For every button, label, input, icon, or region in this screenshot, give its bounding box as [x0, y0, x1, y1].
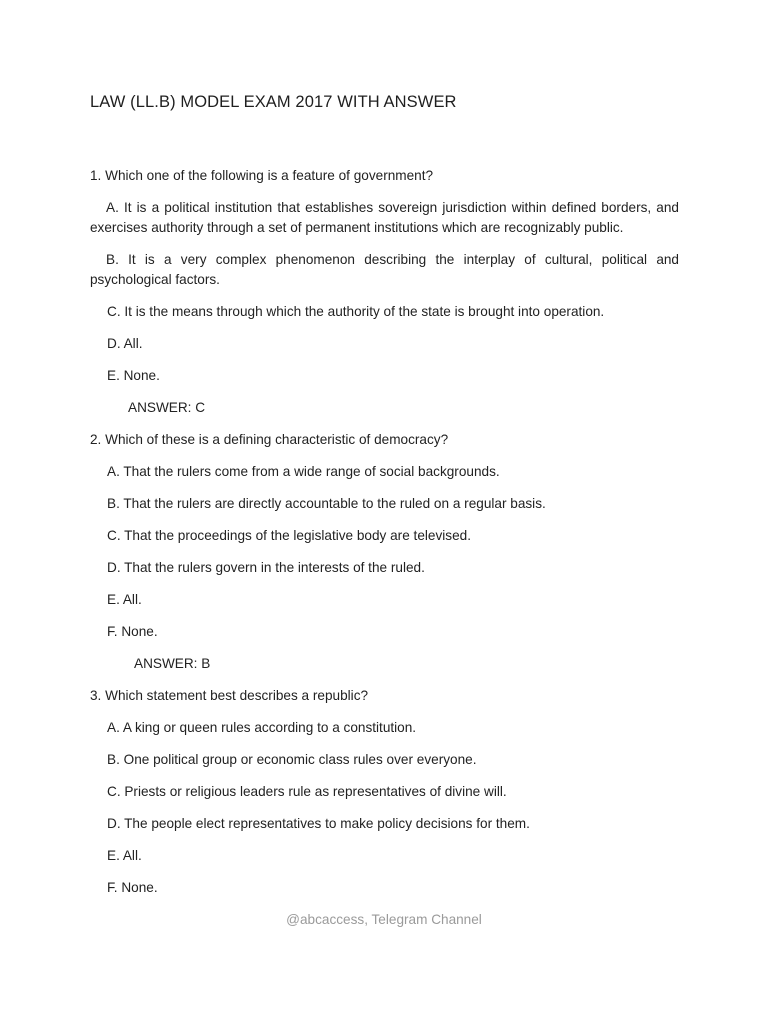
footer-credit: @abcaccess, Telegram Channel — [286, 912, 482, 927]
question-3-option-f: F. None. — [107, 880, 158, 895]
question-1-option-b — [90, 250, 679, 290]
question-1-option-a-text: A. It is a political institution that establishes sovereign jurisdiction within defined borders, and exercises authority through a set of permanent institutions which are recognizably public. — [90, 200, 679, 235]
question-2-option-d: D. That the rulers govern in the interests of the ruled. — [107, 560, 425, 575]
question-1-option-a — [90, 198, 679, 238]
document-title: LAW (LL.B) MODEL EXAM 2017 WITH ANSWER — [90, 93, 457, 111]
question-2-option-c: C. That the proceedings of the legislative body are televised. — [107, 528, 471, 543]
question-3-option-e: E. All. — [107, 848, 142, 863]
question-1-option-e: E. None. — [107, 368, 160, 383]
question-1-option-d: D. All. — [107, 336, 143, 351]
question-2-option-b: B. That the rulers are directly accountable to the ruled on a regular basis. — [107, 496, 546, 511]
question-3-option-d: D. The people elect representatives to make policy decisions for them. — [107, 816, 530, 831]
question-1-option-c: C. It is the means through which the authority of the state is brought into operation. — [107, 304, 605, 319]
question-2-option-a: A. That the rulers come from a wide range of social backgrounds. — [107, 464, 500, 479]
question-1-answer: ANSWER: C — [128, 400, 206, 415]
question-2-option-e: E. All. — [107, 592, 142, 607]
question-3-option-c: C. Priests or religious leaders rule as representatives of divine will. — [107, 784, 507, 799]
question-1-option-b-text: B. It is a very complex phenomenon describing the interplay of cultural, political and psychological factors. — [90, 252, 679, 287]
question-2-text: 2. Which of these is a defining characteristic of democracy? — [90, 432, 449, 447]
question-2-option-f: F. None. — [107, 624, 158, 639]
question-3-option-a: A. A king or queen rules according to a constitution. — [107, 720, 417, 735]
question-1-text: 1. Which one of the following is a feature of government? — [90, 168, 434, 183]
question-3-text: 3. Which statement best describes a republic? — [90, 688, 369, 703]
question-2-answer: ANSWER: B — [134, 656, 211, 671]
question-3-option-b: B. One political group or economic class rules over everyone. — [107, 752, 477, 767]
